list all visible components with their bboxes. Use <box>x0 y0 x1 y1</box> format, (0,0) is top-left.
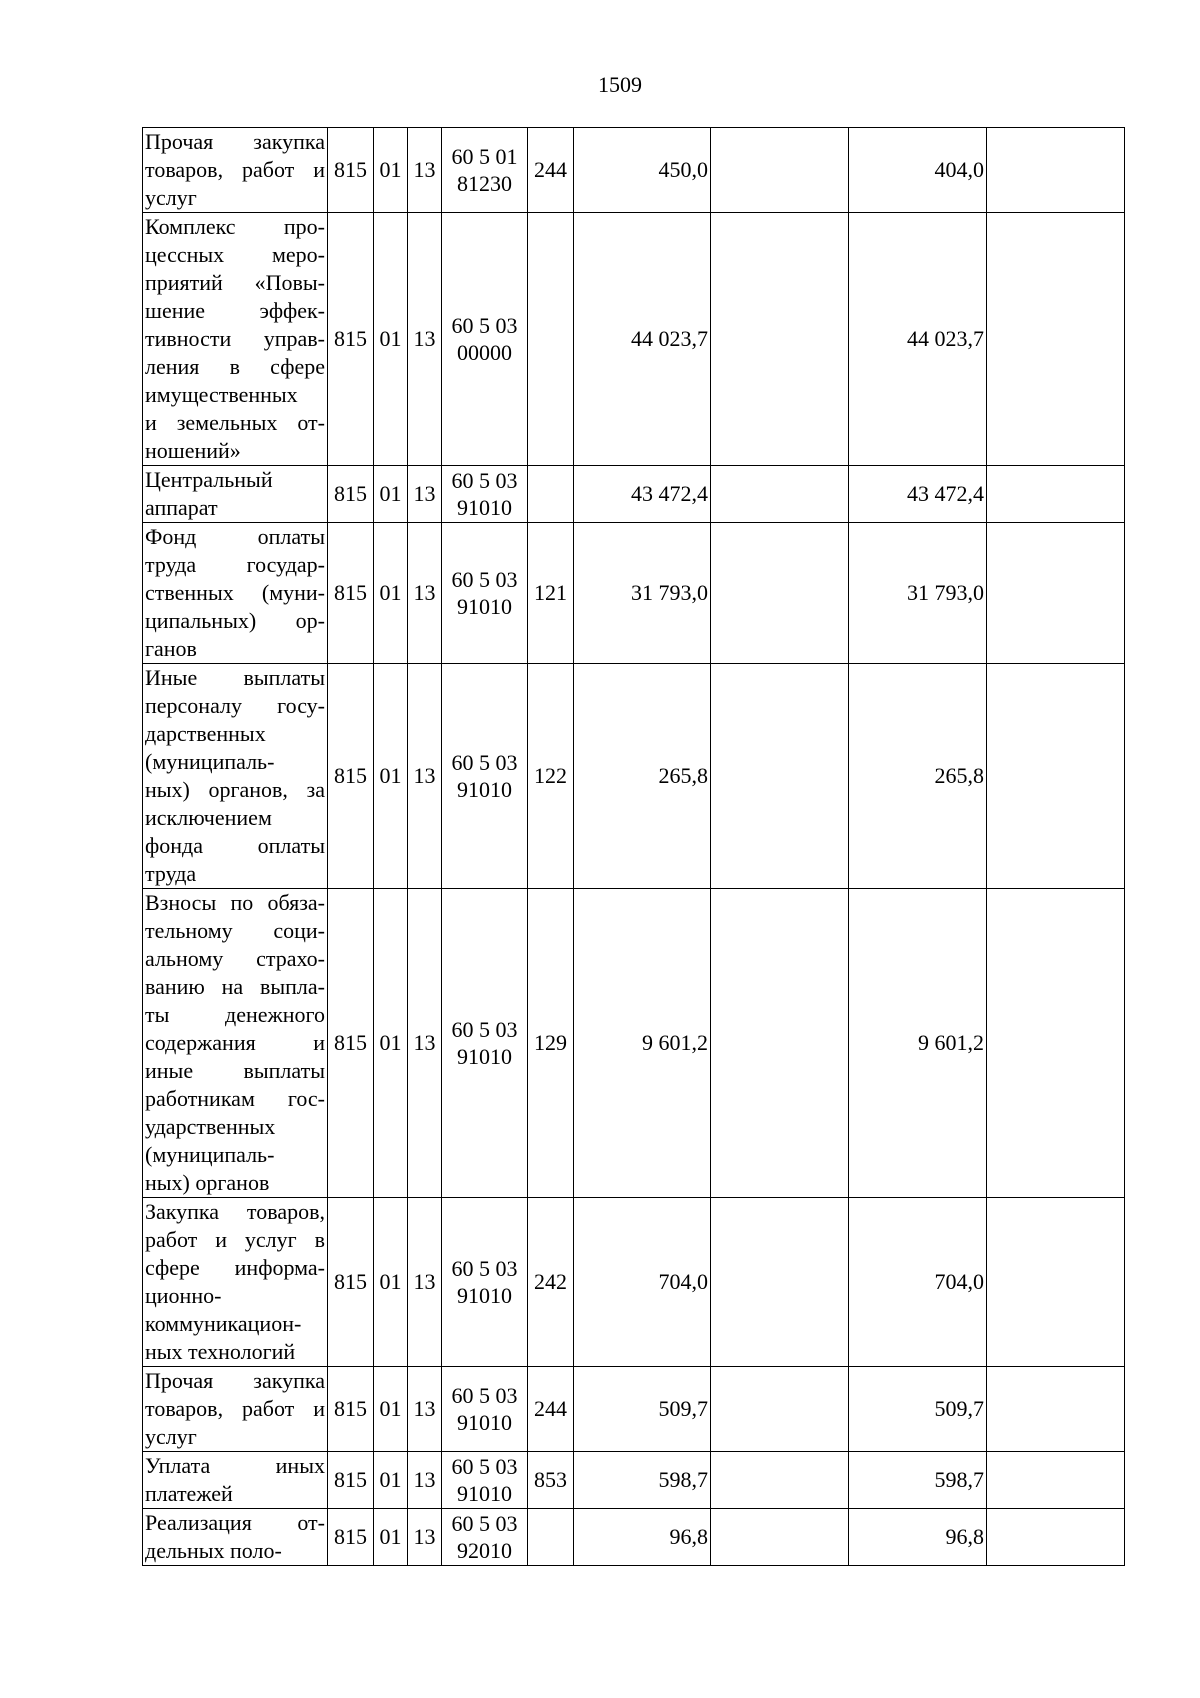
section-code-cell: 01 <box>374 213 408 466</box>
expense-type-cell <box>528 1509 574 1566</box>
expense-type-cell: 122 <box>528 664 574 889</box>
amount-cell-2 <box>711 213 849 466</box>
subsection-code-cell: 13 <box>408 1509 442 1566</box>
grbs-code-cell: 815 <box>328 1452 374 1509</box>
amount-cell-2 <box>711 1509 849 1566</box>
row-name-cell <box>143 664 328 889</box>
row-name-cell <box>143 1509 328 1566</box>
section-code-cell: 01 <box>374 1367 408 1452</box>
grbs-code-cell: 815 <box>328 466 374 523</box>
subsection-code-cell: 13 <box>408 1367 442 1452</box>
target-article-part: 81230 <box>457 171 512 196</box>
row-name-line: услуг <box>145 1424 197 1449</box>
amount-cell-3: 404,0 <box>849 128 987 213</box>
row-name-line: Реализация от- <box>145 1510 325 1535</box>
amount-cell-3: 598,7 <box>849 1452 987 1509</box>
row-name-line: ционно- <box>145 1283 222 1308</box>
target-article-part: 60 5 03 <box>451 750 518 775</box>
row-name-line: приятий «Повы- <box>145 270 325 295</box>
row-name-line: сфере информа- <box>145 1255 325 1280</box>
amount-cell-1: 96,8 <box>574 1509 711 1566</box>
grbs-code-cell: 815 <box>328 889 374 1198</box>
row-name-line: шение эффек- <box>145 298 325 323</box>
amount-cell-4 <box>987 213 1125 466</box>
expense-type-cell: 244 <box>528 128 574 213</box>
subsection-code-cell: 13 <box>408 213 442 466</box>
row-name-cell <box>143 128 328 213</box>
target-article-part: 91010 <box>457 1481 512 1506</box>
row-name-line: коммуникацион- <box>145 1311 302 1336</box>
row-name-line: тельному соци- <box>145 918 325 943</box>
page-number: 1509 <box>598 72 642 97</box>
row-name-line: тивности управ- <box>145 326 325 351</box>
row-name-line: Комплекс про- <box>145 214 325 239</box>
table-row <box>143 1509 1125 1566</box>
subsection-code-cell: 13 <box>408 523 442 664</box>
row-name-line: Фонд оплаты <box>145 524 325 549</box>
table-row <box>143 1367 1125 1452</box>
amount-cell-4 <box>987 1367 1125 1452</box>
row-name-line: Прочая закупка <box>145 129 325 154</box>
amount-cell-4 <box>987 128 1125 213</box>
amount-cell-2 <box>711 664 849 889</box>
amount-cell-1: 598,7 <box>574 1452 711 1509</box>
row-name-line: услуг <box>145 185 197 210</box>
target-article-cell <box>442 889 528 1198</box>
section-code-cell: 01 <box>374 466 408 523</box>
section-code-cell: 01 <box>374 523 408 664</box>
amount-cell-3: 31 793,0 <box>849 523 987 664</box>
row-name-cell <box>143 1198 328 1367</box>
row-name-line: и земельных от- <box>145 410 325 435</box>
row-name-line: Уплата иных <box>145 1453 325 1478</box>
grbs-code-cell: 815 <box>328 664 374 889</box>
target-article-part: 60 5 01 <box>451 144 518 169</box>
target-article-part: 60 5 03 <box>451 1256 518 1281</box>
row-name-line: (муниципаль- <box>145 749 275 774</box>
row-name-cell <box>143 1367 328 1452</box>
target-article-part: 60 5 03 <box>451 1454 518 1479</box>
section-code-cell: 01 <box>374 1198 408 1367</box>
target-article-cell <box>442 1452 528 1509</box>
row-name-line: Прочая закупка <box>145 1368 325 1393</box>
subsection-code-cell: 13 <box>408 889 442 1198</box>
section-code-cell: 01 <box>374 664 408 889</box>
row-name-line: товаров, работ и <box>145 157 325 182</box>
row-name-cell <box>143 466 328 523</box>
row-name-line: альному страхо- <box>145 946 325 971</box>
amount-cell-2 <box>711 1367 849 1452</box>
target-article-part: 00000 <box>457 340 512 365</box>
row-name-line: фонда оплаты <box>145 833 325 858</box>
amount-cell-4 <box>987 889 1125 1198</box>
expense-type-cell: 129 <box>528 889 574 1198</box>
subsection-code-cell: 13 <box>408 128 442 213</box>
subsection-code-cell: 13 <box>408 466 442 523</box>
amount-cell-1: 9 601,2 <box>574 889 711 1198</box>
section-code-cell: 01 <box>374 128 408 213</box>
table-row <box>143 889 1125 1198</box>
target-article-part: 60 5 03 <box>451 468 518 493</box>
grbs-code-cell: 815 <box>328 1509 374 1566</box>
expense-type-cell <box>528 466 574 523</box>
row-name-cell <box>143 1452 328 1509</box>
row-name-line: ты денежного <box>145 1002 325 1027</box>
amount-cell-2 <box>711 523 849 664</box>
row-name-line: ципальных) ор- <box>145 608 325 633</box>
row-name-line: исключением <box>145 805 272 830</box>
grbs-code-cell: 815 <box>328 213 374 466</box>
amount-cell-2 <box>711 466 849 523</box>
table-body <box>143 128 1125 1566</box>
target-article-cell <box>442 1509 528 1566</box>
row-name-line: (муниципаль- <box>145 1142 275 1167</box>
target-article-part: 91010 <box>457 1283 512 1308</box>
amount-cell-3: 9 601,2 <box>849 889 987 1198</box>
target-article-part: 60 5 03 <box>451 1017 518 1042</box>
amount-cell-1: 509,7 <box>574 1367 711 1452</box>
row-name-line: цессных меро- <box>145 242 325 267</box>
grbs-code-cell: 815 <box>328 128 374 213</box>
amount-cell-2 <box>711 1452 849 1509</box>
section-code-cell: 01 <box>374 1509 408 1566</box>
table-row <box>143 213 1125 466</box>
amount-cell-3: 704,0 <box>849 1198 987 1367</box>
row-name-line: труда государ- <box>145 552 325 577</box>
amount-cell-1: 44 023,7 <box>574 213 711 466</box>
subsection-code-cell: 13 <box>408 664 442 889</box>
amount-cell-3: 44 023,7 <box>849 213 987 466</box>
amount-cell-2 <box>711 889 849 1198</box>
expense-type-cell: 853 <box>528 1452 574 1509</box>
target-article-cell <box>442 213 528 466</box>
amount-cell-1: 450,0 <box>574 128 711 213</box>
amount-cell-4 <box>987 664 1125 889</box>
table-row <box>143 523 1125 664</box>
row-name-line: Иные выплаты <box>145 665 325 690</box>
section-code-cell: 01 <box>374 1452 408 1509</box>
row-name-line: товаров, работ и <box>145 1396 325 1421</box>
target-article-part: 91010 <box>457 1410 512 1435</box>
expense-type-cell: 121 <box>528 523 574 664</box>
row-name-line: Центральный <box>145 467 273 492</box>
row-name-line: ных технологий <box>145 1339 296 1364</box>
amount-cell-3: 43 472,4 <box>849 466 987 523</box>
target-article-cell <box>442 1367 528 1452</box>
amount-cell-2 <box>711 1198 849 1367</box>
grbs-code-cell: 815 <box>328 523 374 664</box>
row-name-cell <box>143 213 328 466</box>
row-name-line: ганов <box>145 636 197 661</box>
row-name-line: платежей <box>145 1481 233 1506</box>
amount-cell-3: 509,7 <box>849 1367 987 1452</box>
target-article-part: 91010 <box>457 495 512 520</box>
row-name-line: ственных (муни- <box>145 580 325 605</box>
row-name-line: ления в сфере <box>145 354 325 379</box>
row-name-line: Взносы по обяза- <box>145 890 325 915</box>
amount-cell-4 <box>987 1452 1125 1509</box>
target-article-part: 91010 <box>457 1044 512 1069</box>
amount-cell-4 <box>987 1509 1125 1566</box>
amount-cell-1: 265,8 <box>574 664 711 889</box>
amount-cell-4 <box>987 466 1125 523</box>
row-name-cell <box>143 523 328 664</box>
row-name-line: дельных поло- <box>145 1538 282 1563</box>
amount-cell-3: 265,8 <box>849 664 987 889</box>
row-name-line: имущественных <box>145 382 298 407</box>
target-article-part: 60 5 03 <box>451 1383 518 1408</box>
table-row <box>143 1452 1125 1509</box>
row-name-line: ударственных <box>145 1114 276 1139</box>
row-name-cell <box>143 889 328 1198</box>
subsection-code-cell: 13 <box>408 1198 442 1367</box>
target-article-cell <box>442 466 528 523</box>
row-name-line: ных) органов, за <box>145 777 325 802</box>
target-article-part: 91010 <box>457 777 512 802</box>
target-article-part: 60 5 03 <box>451 567 518 592</box>
row-name-line: содержания и <box>145 1030 325 1055</box>
expense-type-cell <box>528 213 574 466</box>
row-name-line: персоналу госу- <box>145 693 325 718</box>
amount-cell-3: 96,8 <box>849 1509 987 1566</box>
amount-cell-1: 704,0 <box>574 1198 711 1367</box>
target-article-part: 60 5 03 <box>451 313 518 338</box>
row-name-line: труда <box>145 861 197 886</box>
row-name-line: аппарат <box>145 495 218 520</box>
row-name-line: ных) органов <box>145 1170 270 1195</box>
section-code-cell: 01 <box>374 889 408 1198</box>
amount-cell-1: 31 793,0 <box>574 523 711 664</box>
table-row <box>143 1198 1125 1367</box>
expense-type-cell: 244 <box>528 1367 574 1452</box>
row-name-line: ношений» <box>145 438 241 463</box>
row-name-line: дарственных <box>145 721 266 746</box>
amount-cell-2 <box>711 128 849 213</box>
target-article-cell <box>442 1198 528 1367</box>
table-row <box>143 664 1125 889</box>
table-row <box>143 128 1125 213</box>
row-name-line: иные выплаты <box>145 1058 325 1083</box>
budget-table <box>142 127 1125 1566</box>
row-name-line: ванию на выпла- <box>145 974 325 999</box>
row-name-line: работ и услуг в <box>145 1227 325 1252</box>
grbs-code-cell: 815 <box>328 1367 374 1452</box>
subsection-code-cell: 13 <box>408 1452 442 1509</box>
row-name-line: Закупка товаров, <box>145 1199 325 1224</box>
amount-cell-4 <box>987 1198 1125 1367</box>
row-name-line: работникам гос- <box>145 1086 325 1111</box>
target-article-part: 91010 <box>457 594 512 619</box>
table-row <box>143 466 1125 523</box>
target-article-part: 92010 <box>457 1538 512 1563</box>
target-article-part: 60 5 03 <box>451 1511 518 1536</box>
amount-cell-4 <box>987 523 1125 664</box>
target-article-cell <box>442 523 528 664</box>
target-article-cell <box>442 128 528 213</box>
amount-cell-1: 43 472,4 <box>574 466 711 523</box>
target-article-cell <box>442 664 528 889</box>
grbs-code-cell: 815 <box>328 1198 374 1367</box>
expense-type-cell: 242 <box>528 1198 574 1367</box>
